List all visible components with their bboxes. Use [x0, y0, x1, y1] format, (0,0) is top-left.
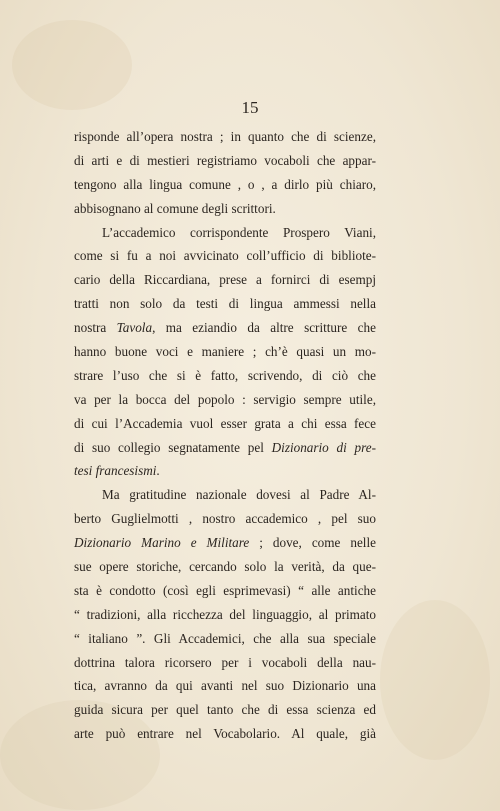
text-line — [74, 436, 376, 460]
text-run: di cui l’Accademia vuol esser grata a chi essa fece — [74, 415, 376, 431]
text-run: hanno buone voci e maniere ; ch’è quasi un mo- — [74, 344, 376, 360]
text-run: L’accademico corrispondente Prospero Viani, — [102, 224, 376, 240]
text-line — [74, 197, 376, 221]
paper-stain — [12, 20, 132, 110]
paragraph — [74, 125, 376, 221]
text-line — [74, 149, 376, 173]
italic-text: Dizionario Marino e Militare — [74, 535, 250, 551]
text-line — [74, 268, 376, 292]
text-line — [74, 316, 376, 340]
text-line — [74, 722, 376, 746]
text-run: tengono alla lingua comune , o , a dirlo più chiaro, — [74, 176, 376, 192]
text-run: sue opere storiche, cercando solo la verità, da que- — [74, 559, 376, 575]
italic-text: Tavola — [116, 320, 153, 336]
text-line — [74, 388, 376, 412]
text-run: . — [156, 463, 160, 479]
text-line — [74, 627, 376, 651]
italic-text: Dizionario di pre- — [271, 439, 376, 455]
text-line — [74, 507, 376, 531]
text-line — [74, 364, 376, 388]
text-line — [74, 603, 376, 627]
text-run: come si fu a noi avvicinato coll’ufficio di bibliote- — [74, 248, 376, 264]
text-line — [74, 292, 376, 316]
text-run: tratti non solo da testi di lingua ammessi nella — [74, 296, 376, 312]
paragraph — [74, 221, 376, 484]
text-line — [74, 698, 376, 722]
text-run: sta è condotto (così egli esprimevasi) “ alle antiche — [74, 582, 376, 598]
page-number: 15 — [241, 98, 259, 117]
text-run: “ tradizioni, alla ricchezza del linguaggio, al primato — [74, 606, 376, 622]
text-line — [74, 459, 376, 483]
text-line — [74, 412, 376, 436]
text-run: abbisognano al comune degli scrittori. — [74, 200, 276, 216]
text-run: di suo collegio segnatamente pel — [74, 439, 272, 455]
text-line — [74, 555, 376, 579]
text-run: di arti e di mestieri registriamo vocaboli che appar- — [74, 152, 376, 168]
body-text — [74, 125, 376, 746]
text-line — [74, 531, 376, 555]
text-run: ; dove, come nelle — [249, 535, 376, 551]
text-line — [74, 483, 376, 507]
text-run: , ma eziandio da altre scritture che — [152, 320, 376, 336]
paper-stain — [380, 600, 490, 760]
text-run: nostra — [74, 320, 117, 336]
text-run: tica, avranno da qui avanti nel suo Dizionario una — [74, 678, 376, 694]
text-run: “ italiano ”. Gli Accademici, che alla sua speciale — [74, 630, 376, 646]
text-line — [74, 340, 376, 364]
text-run: dottrina talora ricorsero per i vocaboli della nau- — [74, 654, 376, 670]
text-run: cario della Riccardiana, prese a fornirci di esempj — [74, 272, 376, 288]
text-line — [74, 651, 376, 675]
text-run: strare l’uso che si è fatto, scrivendo, di ciò che — [74, 367, 376, 383]
italic-text: tesi francesismi — [74, 463, 157, 479]
text-line — [74, 244, 376, 268]
text-line — [74, 173, 376, 197]
text-line — [74, 579, 376, 603]
text-run: Ma gratitudine nazionale dovesi al Padre Al- — [102, 487, 376, 503]
text-line — [74, 221, 376, 245]
text-run: berto Guglielmotti , nostro accademico , pel suo — [74, 511, 376, 527]
text-run: risponde all’opera nostra ; in quanto che di scienze, — [74, 129, 376, 144]
paragraph — [74, 483, 376, 746]
text-run: arte può entrare nel Vocabolario. Al quale, già — [74, 726, 376, 742]
text-line — [74, 674, 376, 698]
text-run: guida sicura per quel tanto che di essa scienza ed — [74, 702, 376, 718]
text-run: va per la bocca del popolo : servigio sempre utile, — [74, 391, 376, 407]
text-line — [74, 125, 376, 149]
